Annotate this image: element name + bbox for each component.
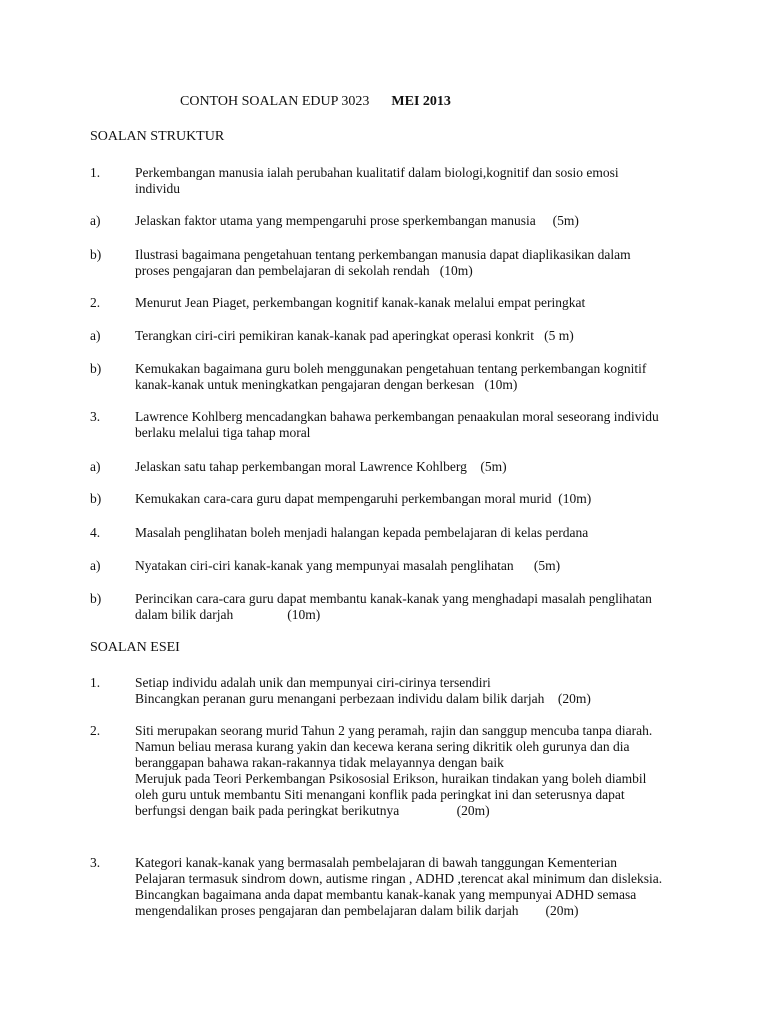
essay-item xyxy=(90,855,690,919)
question-label: a) xyxy=(90,459,101,474)
essay-item xyxy=(90,675,690,707)
essay-text xyxy=(135,855,690,919)
essay-label: 3. xyxy=(90,855,101,870)
question-label: a) xyxy=(90,558,101,573)
question-text xyxy=(135,328,690,344)
question-item xyxy=(90,525,690,541)
question-text xyxy=(135,459,690,475)
question-item xyxy=(90,459,690,475)
question-label: b) xyxy=(90,247,102,262)
question-line: Kemukakan bagaimana guru boleh menggunakan pengetahuan tentang perkembangan kognitif xyxy=(135,361,647,376)
section-heading-esei: SOALAN ESEI xyxy=(90,640,180,655)
question-label: b) xyxy=(90,591,102,606)
essay-line: Siti merupakan seorang murid Tahun 2 yang peramah, rajin dan sanggup mencuba tanpa diarah. xyxy=(135,723,653,738)
question-text xyxy=(135,247,690,279)
question-text xyxy=(135,213,690,229)
essay-item xyxy=(90,723,690,819)
essay-line: mengendalikan proses pengajaran dan pembelajaran dalam bilik darjah (20m) xyxy=(135,903,579,918)
question-line: Perkembangan manusia ialah perubahan kualitatif dalam biologi,kognitif dan sosio emosi xyxy=(135,165,619,180)
question-line: Lawrence Kohlberg mencadangkan bahawa perkembangan penaakulan moral seseorang individu xyxy=(135,409,659,424)
essay-text xyxy=(135,723,690,819)
question-label: 3. xyxy=(90,409,101,424)
question-item xyxy=(90,591,690,623)
question-item xyxy=(90,361,690,393)
question-item xyxy=(90,213,690,229)
question-item xyxy=(90,247,690,279)
essay-line: Namun beliau merasa kurang yakin dan kecewa kerana sering dikritik oleh gurunya dan dia xyxy=(135,739,630,754)
essay-line: oleh guru untuk membantu Siti menangani konflik pada peringkat ini dan seterusnya dapat xyxy=(135,787,625,802)
section-heading-struktur: SOALAN STRUKTUR xyxy=(90,129,225,144)
essay-line: beranggapan bahawa rakan-rakannya tidak melayannya dengan baik xyxy=(135,755,504,770)
question-line: Kemukakan cara-cara guru dapat mempengaruhi perkembangan moral murid (10m) xyxy=(135,491,592,506)
question-text xyxy=(135,558,690,574)
question-text xyxy=(135,295,690,311)
question-item xyxy=(90,328,690,344)
question-item xyxy=(90,491,690,507)
essay-line: Merujuk pada Teori Perkembangan Psikososial Erikson, huraikan tindakan yang boleh diambil xyxy=(135,771,647,786)
question-text xyxy=(135,165,690,197)
question-label: 4. xyxy=(90,525,101,540)
essay-label: 1. xyxy=(90,675,101,690)
question-line: Nyatakan ciri-ciri kanak-kanak yang mempunyai masalah penglihatan (5m) xyxy=(135,558,561,573)
essay-line: Setiap individu adalah unik dan mempunyai ciri-cirinya tersendiri xyxy=(135,675,491,690)
essay-text xyxy=(135,675,690,707)
question-line: Jelaskan faktor utama yang mempengaruhi prose sperkembangan manusia (5m) xyxy=(135,213,579,228)
question-line: dalam bilik darjah (10m) xyxy=(135,607,321,622)
question-item xyxy=(90,295,690,311)
question-line: Terangkan ciri-ciri pemikiran kanak-kanak pad aperingkat operasi konkrit (5 m) xyxy=(135,328,574,343)
question-item xyxy=(90,165,690,197)
essay-line: Bincangkan peranan guru menangani perbezaan individu dalam bilik darjah (20m) xyxy=(135,691,591,706)
document-title xyxy=(180,94,451,110)
essay-label: 2. xyxy=(90,723,101,738)
question-line: Jelaskan satu tahap perkembangan moral Lawrence Kohlberg (5m) xyxy=(135,459,507,474)
question-line: berlaku melalui tiga tahap moral xyxy=(135,425,311,440)
question-line: Perincikan cara-cara guru dapat membantu kanak-kanak yang menghadapi masalah penglihatan xyxy=(135,591,652,606)
question-text xyxy=(135,491,690,507)
question-item xyxy=(90,558,690,574)
question-line: individu xyxy=(135,181,181,196)
question-text xyxy=(135,409,690,441)
question-item xyxy=(90,409,690,441)
title-text: CONTOH SOALAN EDUP 3023 xyxy=(180,94,370,109)
essay-line: Pelajaran termasuk sindrom down, autisme ringan , ADHD ,terencat akal minimum dan disleksia. xyxy=(135,871,663,886)
question-text xyxy=(135,361,690,393)
question-text xyxy=(135,525,690,541)
essay-line: Kategori kanak-kanak yang bermasalah pembelajaran di bawah tanggungan Kementerian xyxy=(135,855,618,870)
question-line: proses pengajaran dan pembelajaran di sekolah rendah (10m) xyxy=(135,263,473,278)
essay-line: berfungsi dengan baik pada peringkat berikutnya (20m) xyxy=(135,803,490,818)
question-label: b) xyxy=(90,491,102,506)
title-date: MEI 2013 xyxy=(391,94,451,109)
question-line: Masalah penglihatan boleh menjadi halangan kepada pembelajaran di kelas perdana xyxy=(135,525,589,540)
question-label: 2. xyxy=(90,295,101,310)
question-label: b) xyxy=(90,361,102,376)
question-line: kanak-kanak untuk meningkatkan pengajaran dengan berkesan (10m) xyxy=(135,377,518,392)
question-label: a) xyxy=(90,328,101,343)
question-line: Ilustrasi bagaimana pengetahuan tentang perkembangan manusia dapat diaplikasikan dalam xyxy=(135,247,631,262)
question-label: a) xyxy=(90,213,101,228)
question-label: 1. xyxy=(90,165,101,180)
question-line: Menurut Jean Piaget, perkembangan kognitif kanak-kanak melalui empat peringkat xyxy=(135,295,586,310)
essay-line: Bincangkan bagaimana anda dapat membantu kanak-kanak yang mempunyai ADHD semasa xyxy=(135,887,637,902)
question-text xyxy=(135,591,690,623)
